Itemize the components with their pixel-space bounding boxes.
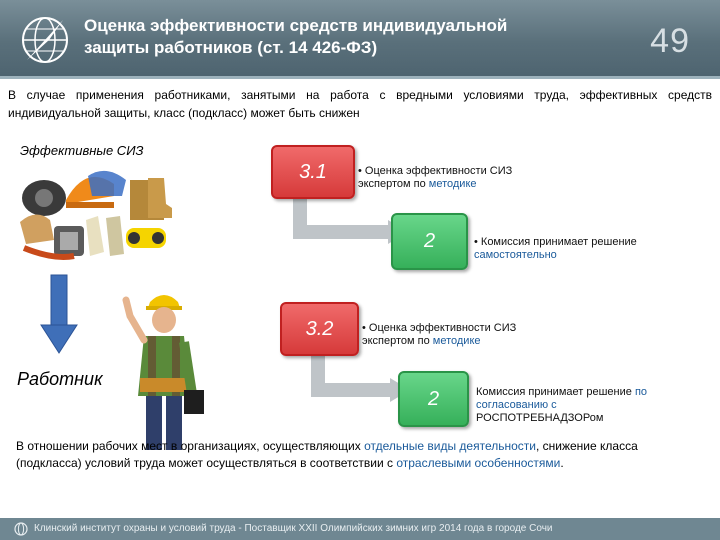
- ppe-equipment-icon: [14, 160, 174, 268]
- slide-number: 49: [650, 22, 690, 60]
- flow-box-2-b-label: 2: [427, 387, 440, 410]
- note-expert-assessment-1: • Оценка эффективности СИЗ экспертом по методике: [358, 165, 513, 190]
- worker-label: Работник: [17, 369, 103, 389]
- bottom-paragraph: В отношении рабочих мест в организациях, осуществляющих отдельные виды деятельности, снижение класса (подкласса) условий труда может осуществляться в соответствии с отраслевыми особенностями.: [16, 439, 638, 470]
- page-title: [84, 15, 604, 59]
- flow-box-3-2: [280, 302, 359, 356]
- intro-paragraph: В случае применения работниками, занятыми на работа с вредными условиями труда, эффективных средств индивидуальной защиты, класс (подкласс) может быть снижен: [8, 88, 712, 120]
- institute-logo-icon: [19, 14, 71, 66]
- note-expert-assessment-2: • Оценка эффективности СИЗ экспертом по методике: [362, 322, 517, 347]
- title-line-2: защиты работников (ст. 14 426-ФЗ): [84, 38, 378, 57]
- note-commission-independent: • Комиссия принимает решение самостоятельно: [474, 236, 637, 261]
- flow-box-2-a: [391, 213, 468, 270]
- note-commission-agreement: Комиссия принимает решение по согласованию с РОСПОТРЕБНАДЗОРом: [476, 386, 648, 424]
- title-line-1: Оценка эффективности средств индивидуальной: [84, 16, 508, 35]
- ppe-label: Эффективные СИЗ: [20, 143, 144, 158]
- globe-icon: [14, 522, 28, 536]
- flow-box-3-1: [271, 145, 355, 199]
- worker-photo-icon: [122, 286, 206, 450]
- flow-box-3-2-label: 3.2: [305, 317, 334, 340]
- flow-box-2-b: [398, 371, 469, 427]
- header-bar: [0, 0, 720, 79]
- footer-text: Клинский институт охраны и условий труда - Поставщик XXII Олимпийских зимних игр 2014 года в городе Сочи: [34, 523, 553, 534]
- footer-bar: [0, 518, 720, 540]
- down-arrow-icon: [40, 273, 78, 355]
- flow-box-3-1-label: 3.1: [299, 160, 327, 183]
- flow-box-2-a-label: 2: [423, 230, 436, 252]
